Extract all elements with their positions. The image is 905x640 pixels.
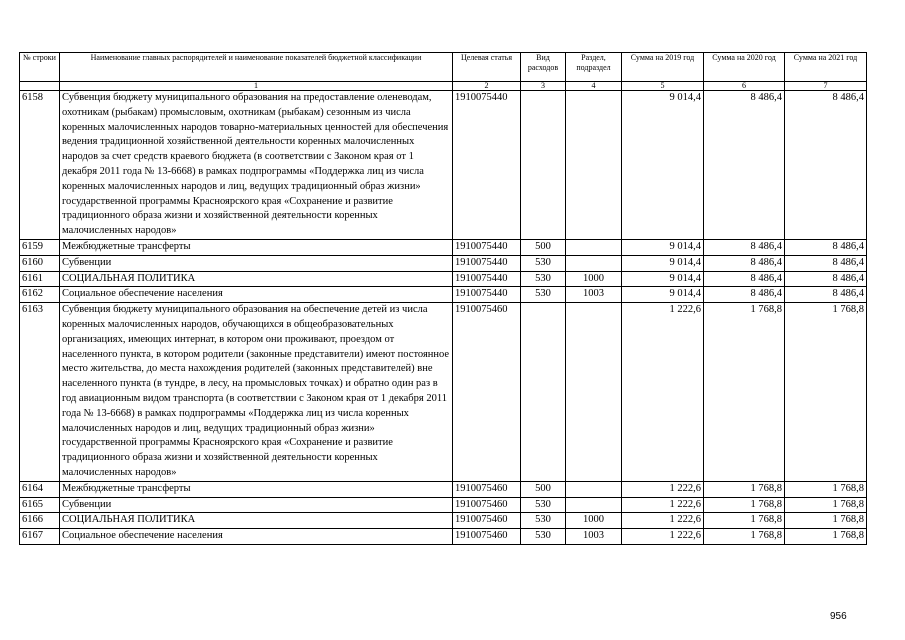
row-sum-2021: 1 768,8 xyxy=(785,497,867,513)
row-name: Субвенция бюджету муниципального образования на обеспечение детей из числа коренных малочисленных народов, обучающихся в общеобразовательных организациях, имеющих интернат, в котором они проживают, проездом от населенного пункта, в котором родители (законные представители) имеют постоянное место жительства, до места нахождения родителей (законных представителей) вне населенного пункта (в тундре, в лесу, на промысловых точках) и обратно один раз в год авиационным видом транспорта (в соответствии с Законом края от 1 декабря 2011 года № 13-6668) в рамках подпрограммы «Поддержка лиц из числа коренных малочисленных народов и лиц, ведущих традиционный образ жизни» государственной программы Красноярского края «Сохранение и развитие традиционного образа жизни и хозяйственной деятельности коренных малочисленных народов» xyxy=(60,303,453,482)
row-target-article: 1910075440 xyxy=(453,239,521,255)
column-number: 3 xyxy=(521,82,566,91)
row-code: 6166 xyxy=(20,513,60,529)
column-number-row xyxy=(20,82,867,91)
row-name: Субвенция бюджету муниципального образования на предоставление оленеводам, охотникам (рыбакам) промысловым, охотникам (рыбакам) сезонным из числа коренных малочисленных народов товарно-материальных ценностей для обеспечения ведения традиционной хозяйственной деятельности коренных малочисленных народов за счет средств краевого бюджета (в соответствии с Законом края от 1 декабря 2011 года № 13-6668) в рамках подпрограммы «Поддержка лиц из числа коренных малочисленных народов и лиц, ведущих традиционный образ жизни» государственной программы Красноярского края «Сохранение и развитие традиционного образа жизни и хозяйственной деятельности коренных малочисленных народов» xyxy=(60,91,453,240)
header-sum-2021: Сумма на 2021 год xyxy=(785,53,867,82)
header-sum-2019: Сумма на 2019 год xyxy=(622,53,704,82)
row-sum-2021: 8 486,4 xyxy=(785,91,867,240)
header-name: Наименование главных распорядителей и наименование показателей бюджетной классификации xyxy=(60,53,453,82)
row-code: 6161 xyxy=(20,271,60,287)
row-section xyxy=(566,239,622,255)
row-sum-2021: 1 768,8 xyxy=(785,481,867,497)
row-section xyxy=(566,481,622,497)
row-name: Межбюджетные трансферты xyxy=(60,239,453,255)
row-name: Межбюджетные трансферты xyxy=(60,481,453,497)
row-sum-2020: 1 768,8 xyxy=(704,497,785,513)
row-expense-type: 530 xyxy=(521,271,566,287)
row-sum-2021: 1 768,8 xyxy=(785,303,867,482)
row-target-article: 1910075440 xyxy=(453,255,521,271)
table-row xyxy=(20,497,867,513)
row-code: 6159 xyxy=(20,239,60,255)
budget-table xyxy=(19,52,867,545)
row-section xyxy=(566,303,622,482)
header-expense-type: Вид расходов xyxy=(521,53,566,82)
row-sum-2021: 8 486,4 xyxy=(785,239,867,255)
row-sum-2021: 8 486,4 xyxy=(785,287,867,303)
row-sum-2019: 1 222,6 xyxy=(622,513,704,529)
row-code: 6162 xyxy=(20,287,60,303)
row-sum-2019: 1 222,6 xyxy=(622,529,704,545)
header-section: Раздел, подраздел xyxy=(566,53,622,82)
header-row-number: № строки xyxy=(20,53,60,82)
row-expense-type xyxy=(521,91,566,240)
table-row xyxy=(20,239,867,255)
row-sum-2020: 1 768,8 xyxy=(704,529,785,545)
row-target-article: 1910075440 xyxy=(453,271,521,287)
row-sum-2021: 1 768,8 xyxy=(785,529,867,545)
column-number: 4 xyxy=(566,82,622,91)
row-sum-2020: 1 768,8 xyxy=(704,481,785,497)
row-expense-type: 530 xyxy=(521,497,566,513)
table-row xyxy=(20,513,867,529)
header-target-article: Целевая статья xyxy=(453,53,521,82)
row-code: 6158 xyxy=(20,91,60,240)
row-expense-type xyxy=(521,303,566,482)
row-sum-2019: 1 222,6 xyxy=(622,481,704,497)
table-row xyxy=(20,91,867,240)
row-section xyxy=(566,255,622,271)
column-number: 5 xyxy=(622,82,704,91)
row-sum-2020: 1 768,8 xyxy=(704,303,785,482)
row-code: 6163 xyxy=(20,303,60,482)
table-header-row xyxy=(20,53,867,82)
row-expense-type: 530 xyxy=(521,513,566,529)
row-sum-2019: 1 222,6 xyxy=(622,303,704,482)
column-number xyxy=(20,82,60,91)
row-name: СОЦИАЛЬНАЯ ПОЛИТИКА xyxy=(60,271,453,287)
row-sum-2021: 1 768,8 xyxy=(785,513,867,529)
row-sum-2021: 8 486,4 xyxy=(785,271,867,287)
row-target-article: 1910075460 xyxy=(453,529,521,545)
row-sum-2020: 8 486,4 xyxy=(704,91,785,240)
table-row xyxy=(20,529,867,545)
row-sum-2019: 9 014,4 xyxy=(622,91,704,240)
row-expense-type: 500 xyxy=(521,239,566,255)
row-sum-2020: 8 486,4 xyxy=(704,255,785,271)
row-sum-2021: 8 486,4 xyxy=(785,255,867,271)
row-sum-2020: 8 486,4 xyxy=(704,271,785,287)
row-target-article: 1910075460 xyxy=(453,303,521,482)
row-sum-2019: 1 222,6 xyxy=(622,497,704,513)
row-target-article: 1910075460 xyxy=(453,481,521,497)
row-expense-type: 500 xyxy=(521,481,566,497)
row-name: Социальное обеспечение населения xyxy=(60,287,453,303)
row-name: Субвенции xyxy=(60,497,453,513)
row-name: Субвенции xyxy=(60,255,453,271)
row-target-article: 1910075460 xyxy=(453,497,521,513)
page-number: 956 xyxy=(830,611,847,622)
row-code: 6167 xyxy=(20,529,60,545)
row-sum-2019: 9 014,4 xyxy=(622,255,704,271)
row-code: 6160 xyxy=(20,255,60,271)
row-code: 6165 xyxy=(20,497,60,513)
table-row xyxy=(20,255,867,271)
row-section: 1000 xyxy=(566,513,622,529)
header-sum-2020: Сумма на 2020 год xyxy=(704,53,785,82)
row-name: СОЦИАЛЬНАЯ ПОЛИТИКА xyxy=(60,513,453,529)
row-sum-2020: 8 486,4 xyxy=(704,287,785,303)
row-target-article: 1910075440 xyxy=(453,91,521,240)
table-row xyxy=(20,481,867,497)
column-number: 6 xyxy=(704,82,785,91)
column-number: 2 xyxy=(453,82,521,91)
row-sum-2019: 9 014,4 xyxy=(622,239,704,255)
table-row xyxy=(20,303,867,482)
row-sum-2019: 9 014,4 xyxy=(622,271,704,287)
table-row xyxy=(20,271,867,287)
row-target-article: 1910075440 xyxy=(453,287,521,303)
column-number: 7 xyxy=(785,82,867,91)
row-sum-2019: 9 014,4 xyxy=(622,287,704,303)
row-section: 1003 xyxy=(566,529,622,545)
row-section: 1003 xyxy=(566,287,622,303)
row-expense-type: 530 xyxy=(521,287,566,303)
row-section xyxy=(566,91,622,240)
row-section xyxy=(566,497,622,513)
row-target-article: 1910075460 xyxy=(453,513,521,529)
row-name: Социальное обеспечение населения xyxy=(60,529,453,545)
row-sum-2020: 8 486,4 xyxy=(704,239,785,255)
row-code: 6164 xyxy=(20,481,60,497)
table-row xyxy=(20,287,867,303)
row-expense-type: 530 xyxy=(521,255,566,271)
column-number: 1 xyxy=(60,82,453,91)
row-sum-2020: 1 768,8 xyxy=(704,513,785,529)
row-expense-type: 530 xyxy=(521,529,566,545)
row-section: 1000 xyxy=(566,271,622,287)
